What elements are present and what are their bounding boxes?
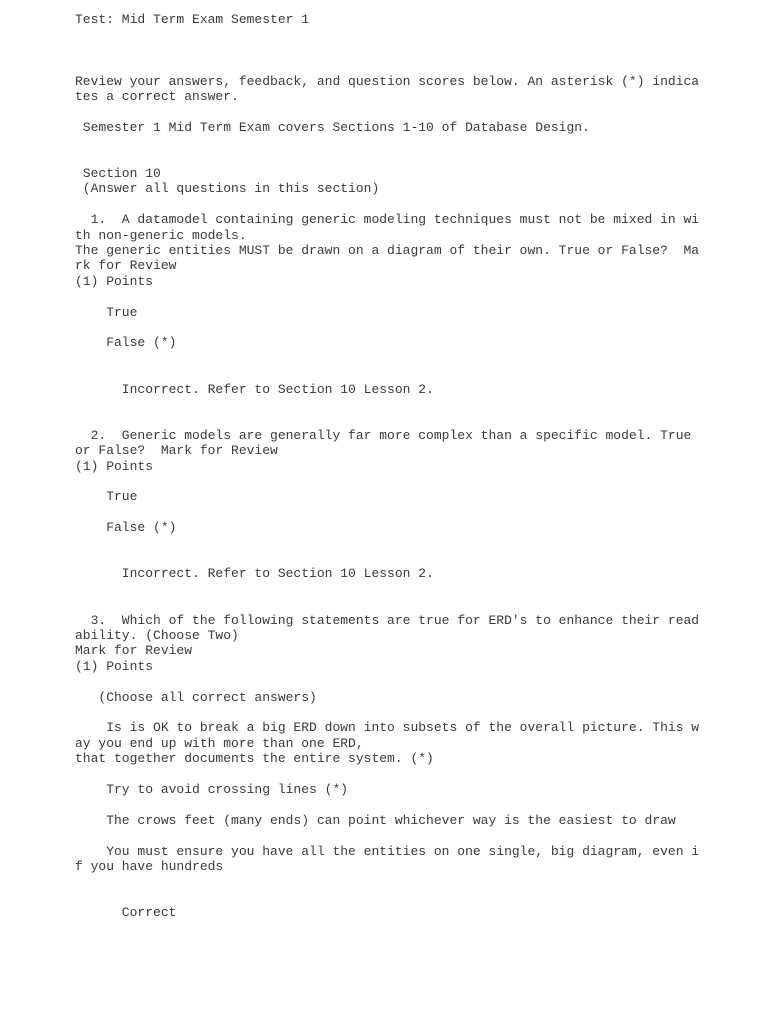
answer-option[interactable] [75, 720, 700, 767]
question-text-line: ability. (Choose Two) [75, 628, 239, 644]
answer-option-line: Try to avoid crossing lines (*) [75, 782, 349, 798]
answer-option-line: that together documents the entire system. (*) [75, 751, 434, 767]
section-instructions: (Answer all questions in this section) [75, 181, 380, 197]
choose-all-note: (Choose all correct answers) [75, 689, 317, 705]
question-points: (1) Points [75, 273, 154, 289]
question-points: (1) Points [75, 658, 154, 674]
answer-feedback: Incorrect. Refer to Section 10 Lesson 2. [75, 566, 434, 582]
exam-review-page [75, 12, 700, 921]
question-1 [75, 212, 700, 397]
answer-option[interactable]: True [75, 304, 138, 320]
question-text-line: 1. A datamodel containing generic modeling techniques must not be mixed in wi [75, 212, 700, 228]
answer-feedback: Correct [75, 905, 177, 921]
intro-text-line-2: tes a correct answer. [75, 89, 239, 104]
section-title: Section 10 [75, 166, 161, 181]
question-text-line: th non-generic models. [75, 227, 247, 243]
intro-text-line-1: Review your answers, feedback, and question scores below. An asterisk (*) indica [75, 73, 700, 89]
question-text-line: Mark for Review [75, 643, 193, 659]
question-2 [75, 427, 692, 582]
answer-option[interactable]: False (*) [75, 335, 177, 351]
answer-option[interactable]: True [75, 489, 138, 505]
answer-option-line: The crows feet (many ends) can point whichever way is the easiest to draw [75, 812, 676, 828]
answer-option[interactable] [75, 843, 700, 875]
answer-feedback: Incorrect. Refer to Section 10 Lesson 2. [75, 381, 434, 397]
question-text-line: The generic entities MUST be drawn on a diagram of their own. True or False? Ma [75, 243, 700, 259]
answer-option[interactable] [75, 813, 675, 828]
page-title: Test: Mid Term Exam Semester 1 [75, 12, 310, 27]
answer-option-line: You must ensure you have all the entities on one single, big diagram, even i [75, 843, 700, 859]
answer-option-line: ay you end up with more than one ERD, [75, 735, 364, 751]
question-3 [75, 612, 700, 921]
answer-option-line: Is is OK to break a big ERD down into subsets of the overall picture. This w [75, 720, 700, 736]
question-text-line: 2. Generic models are generally far more complex than a specific model. True [75, 427, 692, 443]
answer-option[interactable]: False (*) [75, 520, 177, 536]
answer-option-line: f you have hundreds [75, 859, 224, 875]
question-points: (1) Points [75, 458, 154, 474]
question-text-line: rk for Review [75, 258, 177, 274]
answer-option[interactable] [75, 782, 675, 797]
question-text-line: or False? Mark for Review [75, 443, 278, 459]
question-text-line: 3. Which of the following statements are true for ERD's to enhance their read [75, 612, 700, 628]
exam-summary: Semester 1 Mid Term Exam covers Sections 1-10 of Database Design. [75, 119, 590, 135]
